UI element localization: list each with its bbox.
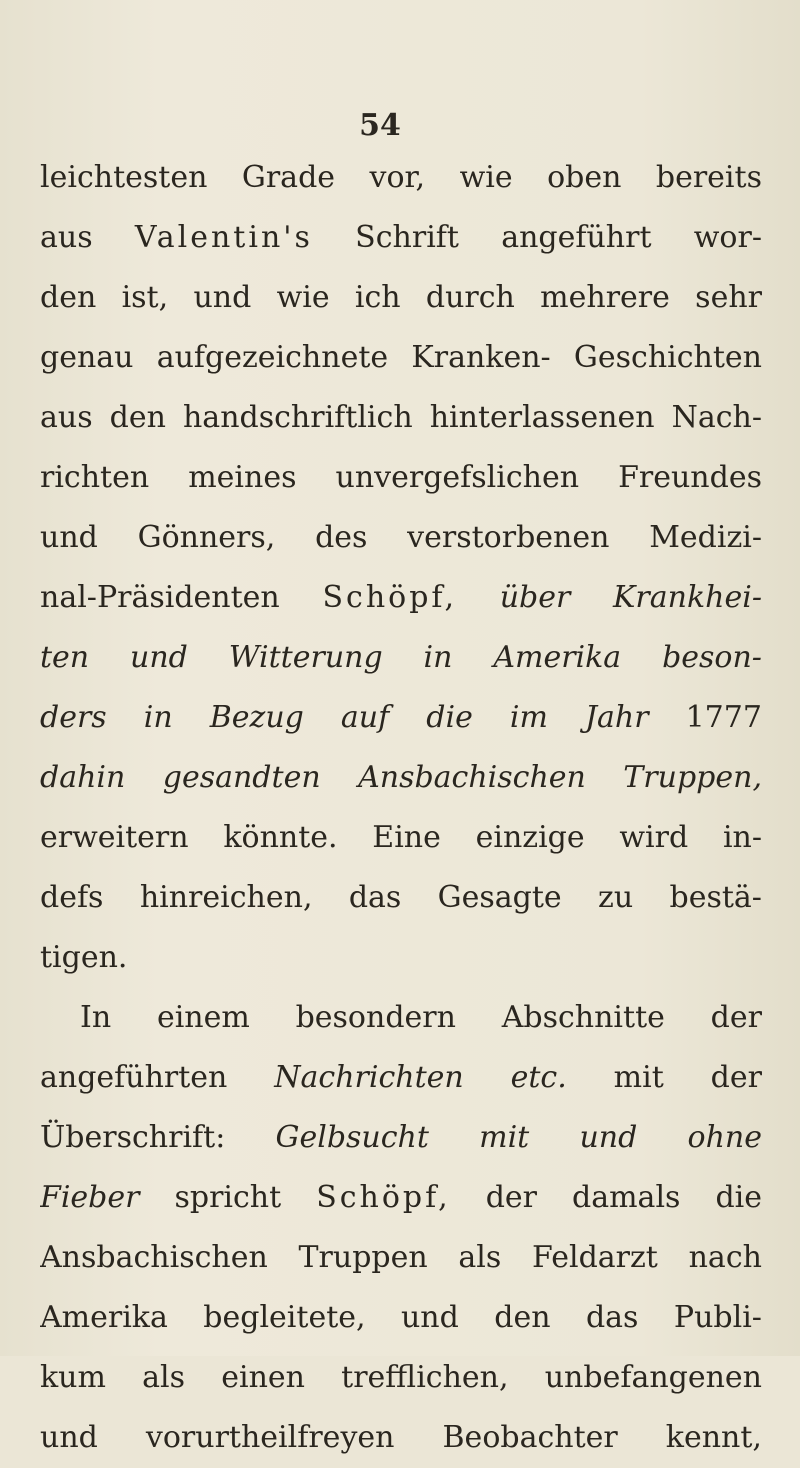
text-line: kum als einen trefflichen, unbefangenen	[40, 1360, 762, 1395]
body-text	[40, 148, 762, 1468]
emphasized-name: Schöpf,	[322, 580, 457, 615]
text-line: ders in Bezug auf die im Jahr 1777	[40, 700, 762, 735]
text-line: den ist, und wie ich durch mehrere sehr	[40, 280, 762, 315]
text-line: Ansbachischen Truppen als Feldarzt nach	[40, 1240, 762, 1275]
text-line: Amerika begleitete, und den das Publi-	[40, 1300, 762, 1335]
text-line: ten und Witterung in Amerika beson-	[40, 640, 762, 675]
emphasized-name: Valentin's	[134, 220, 313, 255]
paragraph-start-line: In einem besondern Abschnitte der	[80, 1000, 762, 1035]
text-line: Fieber spricht Schöpf, der damals die	[40, 1168, 762, 1228]
text-line: und vorurtheilfreyen Beobachter kennt,	[40, 1420, 762, 1455]
text-line: tigen.	[40, 940, 128, 975]
text-line: leichtesten Grade vor, wie oben bereits	[40, 160, 762, 195]
text-line: aus den handschriftlich hinterlassenen Nach-	[40, 400, 762, 435]
text-line: genau aufgezeichnete Kranken- Geschichten	[40, 340, 762, 375]
text-line: und Gönners, des verstorbenen Medizi-	[40, 520, 762, 555]
text-line: defs hinreichen, das Gesagte zu bestä-	[40, 880, 762, 915]
emphasized-name: Schöpf,	[316, 1180, 451, 1215]
text-line: aus Valentin's Schrift angeführt wor-	[40, 208, 762, 268]
text-line: erweitern könnte. Eine einzige wird in-	[40, 820, 762, 855]
text-line: richten meines unvergefslichen Freundes	[40, 460, 762, 495]
text-line: dahin gesandten Ansbachischen Truppen,	[40, 760, 762, 795]
text-line: nal-Präsidenten Schöpf, über Krankhei-	[40, 568, 762, 628]
text-line: Überschrift: Gelbsucht mit und ohne	[40, 1120, 762, 1155]
text-line: angeführten Nachrichten etc. mit der	[40, 1060, 762, 1095]
page-number: 54	[359, 108, 401, 143]
